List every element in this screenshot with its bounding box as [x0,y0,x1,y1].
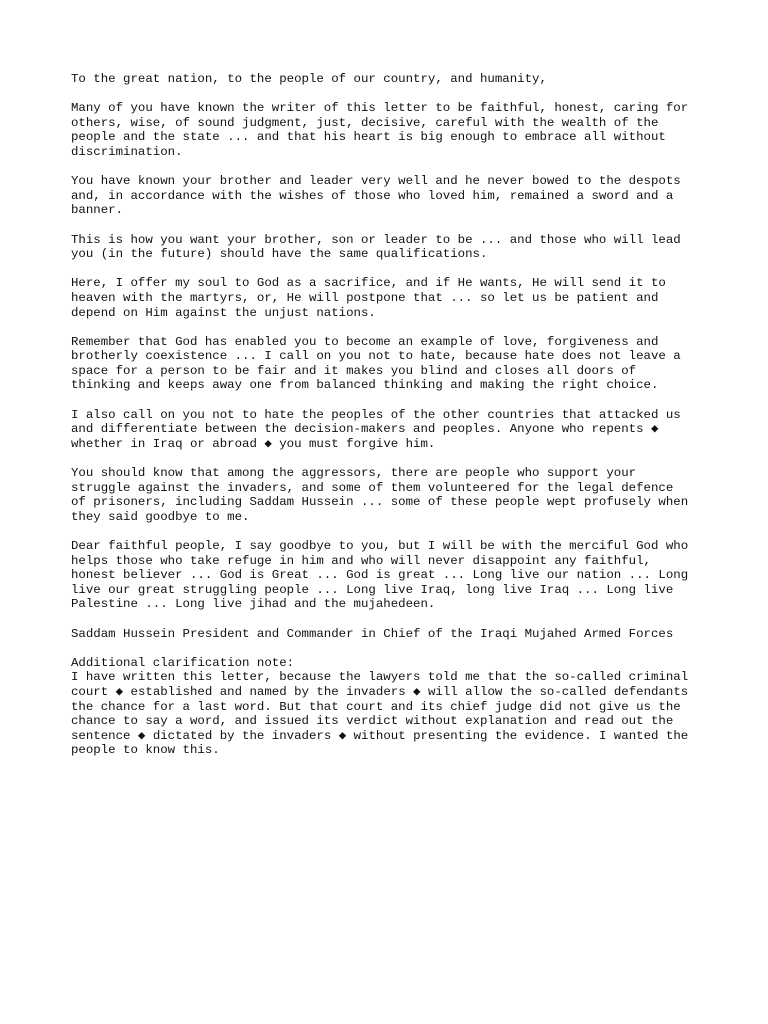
text-line: You should know that among the aggressors, there are people who support your [71,466,637,481]
text-line: space for a person to be fair and it makes you blind and closes all doors of [71,363,637,378]
text-line: To the great nation, to the people of our country, and humanity, [71,72,547,86]
body-paragraph [71,466,711,524]
text-line: Palestine ... Long live jihad and the mujahedeen. [71,597,436,612]
text-line: honest believer ... God is Great ... God is great ... Long live our nation ... Long [71,568,689,583]
text-line: sentence ◆ dictated by the invaders ◆ without presenting the evidence. I wanted the [71,728,689,743]
text-line: and, in accordance with the wishes of those who loved him, remained a sword and a [71,188,674,203]
text-line: chance to say a word, and issued its verdict without explanation and read out the [71,714,674,729]
clarification-note-paragraph [71,656,711,758]
text-line: banner. [71,203,124,218]
body-paragraph [71,408,711,452]
text-line: others, wise, of sound judgment, just, decisive, careful with the wealth of the [71,115,659,130]
text-line: people to know this. [71,743,220,758]
text-line: and differentiate between the decision-makers and peoples. Anyone who repents ◆ [71,422,659,437]
text-line: Remember that God has enabled you to become an example of love, forgiveness and [71,334,659,349]
text-line: This is how you want your brother, son or leader to be ... and those who will lead [71,232,681,247]
text-line: Here, I offer my soul to God as a sacrifice, and if He wants, He will send it to [71,276,666,291]
text-line: people and the state ... and that his heart is big enough to embrace all without [71,130,666,145]
text-line: You have known your brother and leader very well and he never bowed to the despots [71,174,681,189]
body-paragraph [71,233,711,262]
text-line: discrimination. [71,144,183,159]
text-line: depend on Him against the unjust nations. [71,305,376,320]
body-paragraph [71,101,711,159]
text-line: live our great struggling people ... Long live Iraq, long live Iraq ... Long live [71,582,674,597]
body-paragraph [71,276,711,320]
salutation-paragraph [71,72,711,87]
letter-document [71,72,711,773]
body-paragraph [71,174,711,218]
text-line: whether in Iraq or abroad ◆ you must forgive him. [71,436,436,451]
body-paragraph [71,539,711,612]
text-line: I have written this letter, because the lawyers told me that the so-called criminal [71,670,689,685]
text-line: helps those who take refuge in him and who will never disappoint any faithful, [71,553,651,568]
text-line: court ◆ established and named by the invaders ◆ will allow the so-called defendants [71,684,689,699]
text-line: of prisoners, including Saddam Hussein ... some of these people wept profusely when [71,495,689,510]
text-line: brotherly coexistence ... I call on you not to hate, because hate does not leave a [71,349,681,364]
text-line: the chance for a last word. But that court and its chief judge did not give us the [71,699,681,714]
text-line: they said goodbye to me. [71,509,250,524]
text-line: thinking and keeps away one from balanced thinking and making the right choice. [71,378,659,393]
body-paragraph [71,335,711,393]
text-line: I also call on you not to hate the peoples of the other countries that attacked us [71,407,681,422]
text-line: Additional clarification note: [71,655,295,670]
text-line: struggle against the invaders, and some of them volunteered for the legal defence [71,480,674,495]
text-line: Dear faithful people, I say goodbye to you, but I will be with the merciful God who [71,539,689,553]
text-line: Saddam Hussein President and Commander in Chief of the Iraqi Mujahed Armed Forces [71,626,674,641]
signature-paragraph [71,627,711,642]
text-line: heaven with the martyrs, or, He will postpone that ... so let us be patient and [71,290,659,305]
text-line: you (in the future) should have the same qualifications. [71,247,488,262]
text-line: Many of you have known the writer of this letter to be faithful, honest, caring for [71,101,689,116]
